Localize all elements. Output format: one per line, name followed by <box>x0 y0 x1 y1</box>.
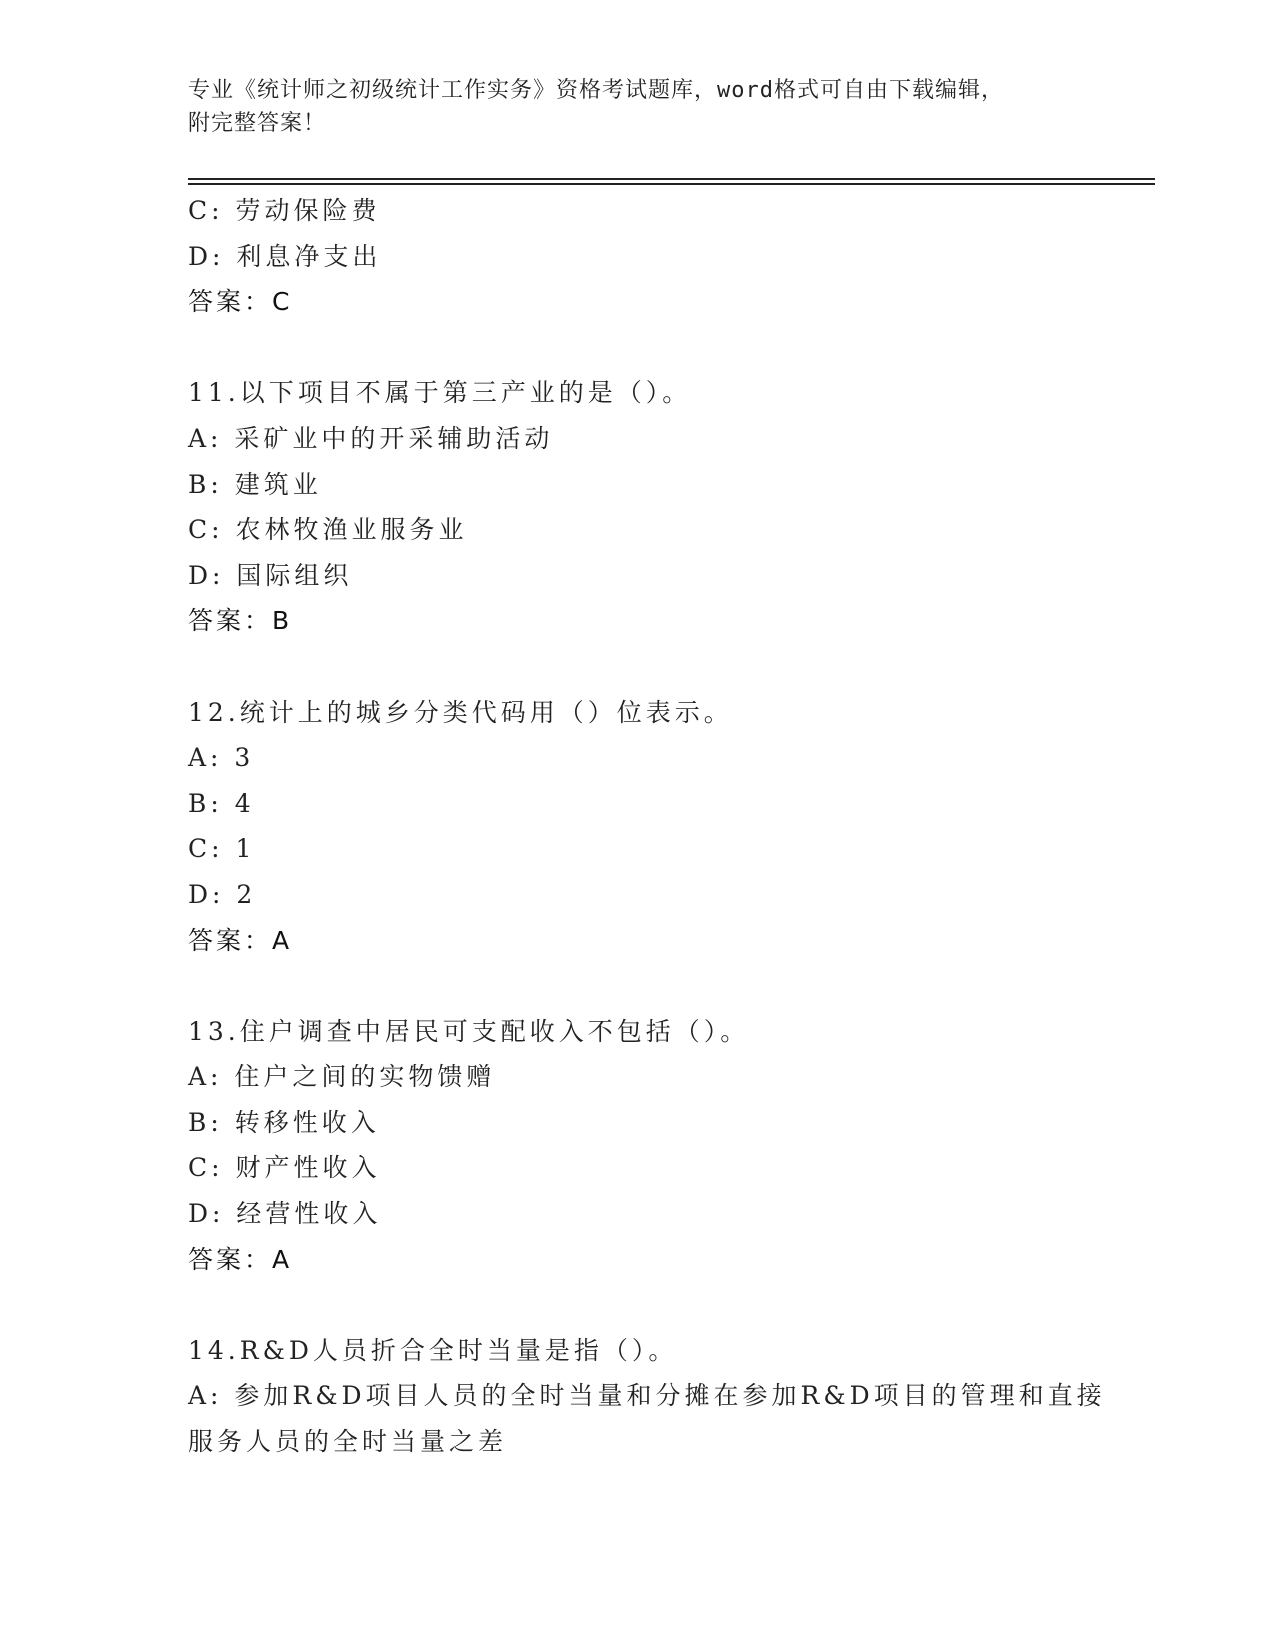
option-a: A: 参加R&D项目人员的全时当量和分摊在参加R&D项目的管理和直接 <box>188 1381 1106 1411</box>
option-d: D: 2 <box>188 879 257 909</box>
option-d: D: 国际组织 <box>188 560 353 590</box>
answer-text: 答案：B <box>188 606 293 636</box>
option-b: B: 转移性收入 <box>188 1107 380 1137</box>
spacer <box>188 644 1088 690</box>
spacer <box>188 1282 1088 1328</box>
question-text: 13.住户调查中居民可支配收入不包括（）。 <box>188 1016 750 1046</box>
spacer <box>188 963 1088 1009</box>
question-block <box>188 1328 1106 1465</box>
answer-text: 答案：A <box>188 1244 293 1274</box>
header-divider-bottom <box>188 183 1155 185</box>
option-a: A: 采矿业中的开采辅助活动 <box>188 423 554 453</box>
question-text: 11.以下项目不属于第三产业的是（）。 <box>188 378 692 408</box>
header-line-1: 专业《统计师之初级统计工作实务》资格考试题库，word格式可自由下载编辑， <box>188 78 1004 103</box>
header-divider-top <box>188 178 1155 180</box>
question-text: 12.统计上的城乡分类代码用（）位表示。 <box>188 697 733 727</box>
question-block <box>188 1009 1088 1283</box>
option-a-continued: 服务人员的全时当量之差 <box>188 1427 508 1457</box>
option-c: C: 1 <box>188 834 256 864</box>
answer-text: 答案：C <box>188 287 293 317</box>
option-b: B: 4 <box>188 788 255 818</box>
answer-text: 答案：A <box>188 925 293 955</box>
option-c: C: 劳动保险费 <box>188 196 381 225</box>
question-text: 14.R&D人员折合全时当量是指（）。 <box>188 1335 678 1365</box>
document-header <box>188 74 1088 140</box>
option-d: D: 经营性收入 <box>188 1199 382 1229</box>
question-list <box>188 188 1106 1465</box>
option-d: D: 利息净支出 <box>188 241 382 271</box>
header-line-2: 附完整答案！ <box>188 111 327 136</box>
option-c: C: 财产性收入 <box>188 1153 381 1183</box>
option-c: C: 农林牧渔业服务业 <box>188 515 468 545</box>
option-a: A: 3 <box>188 743 255 773</box>
question-block <box>188 370 1088 644</box>
spacer <box>188 325 1088 371</box>
question-block <box>188 690 1088 964</box>
option-a: A: 住户之间的实物馈赠 <box>188 1062 496 1092</box>
option-b: B: 建筑业 <box>188 469 322 499</box>
